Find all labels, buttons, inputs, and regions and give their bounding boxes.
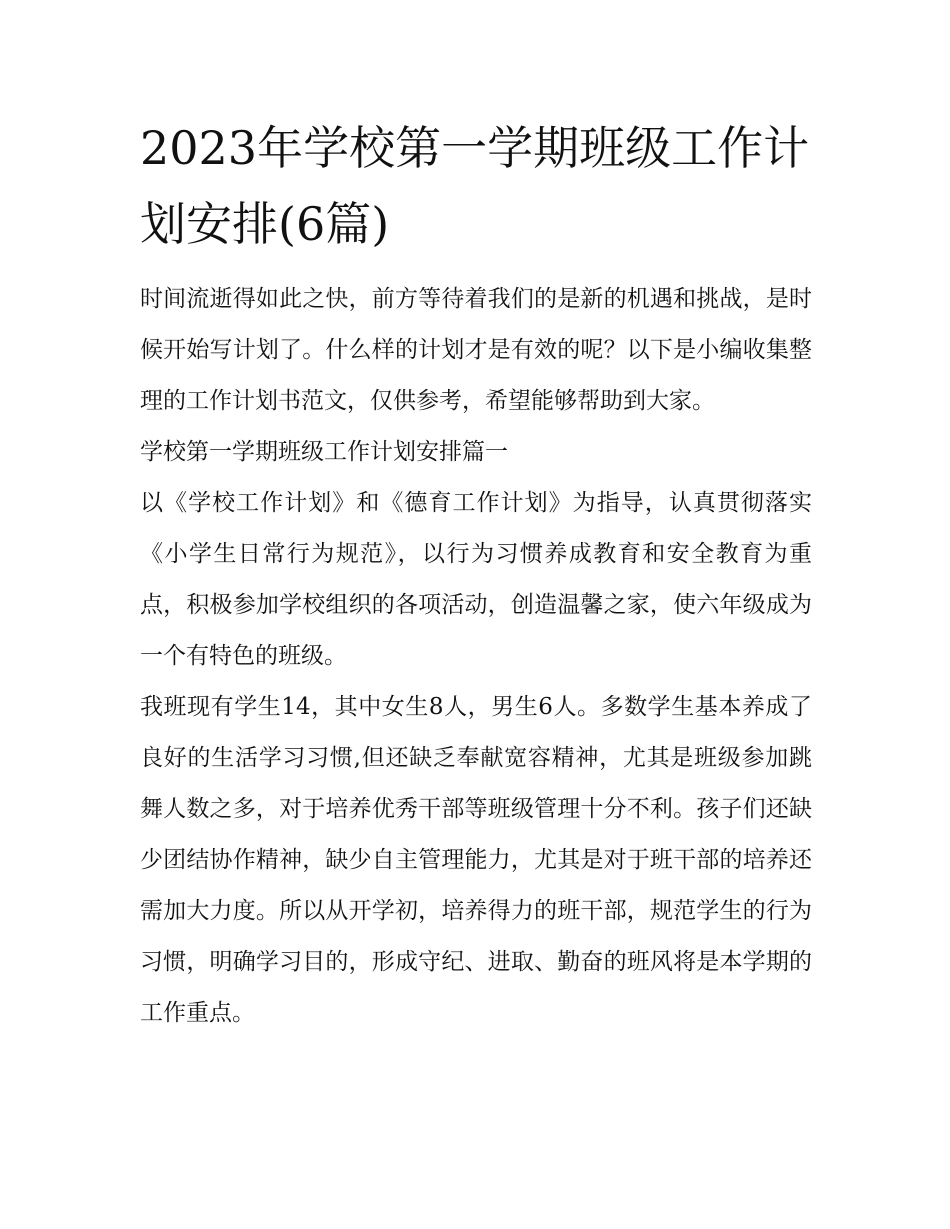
class-status-paragraph: 我班现有学生14，其中女生8人，男生6人。多数学生基本养成了良好的生活学习习惯,但还缺乏奉献宽容精神，尤其是班级参加跳舞人数之多，对于培养优秀干部等班级管理十分不利。孩子们还缺少团结协作精神，缺少自主管理能力，尤其是对于班干部的培养还需加大力度。所以从开学初，培养得力的班干部，规范学生的行为习惯，明确学习目的，形成守纪、进取、勤奋的班风将是本学期的工作重点。	[140, 694, 812, 1026]
document-body	[140, 274, 812, 1039]
guideline-paragraph: 以《学校工作计划》和《德育工作计划》为指导，认真贯彻落实《小学生日常行为规范》，以行为习惯养成教育和安全教育为重点，积极参加学校组织的各项活动，创造温馨之家，使六年级成为一个有特色的班级。	[140, 490, 812, 669]
section-heading: 学校第一学期班级工作计划安排篇一	[140, 439, 508, 465]
document-title: 2023年学校第一学期班级工作计划安排(6篇)	[140, 121, 810, 251]
intro-paragraph: 时间流逝得如此之快，前方等待着我们的是新的机遇和挑战，是时候开始写计划了。什么样的计划才是有效的呢？以下是小编收集整理的工作计划书范文，仅供参考，希望能够帮助到大家。	[140, 286, 812, 414]
